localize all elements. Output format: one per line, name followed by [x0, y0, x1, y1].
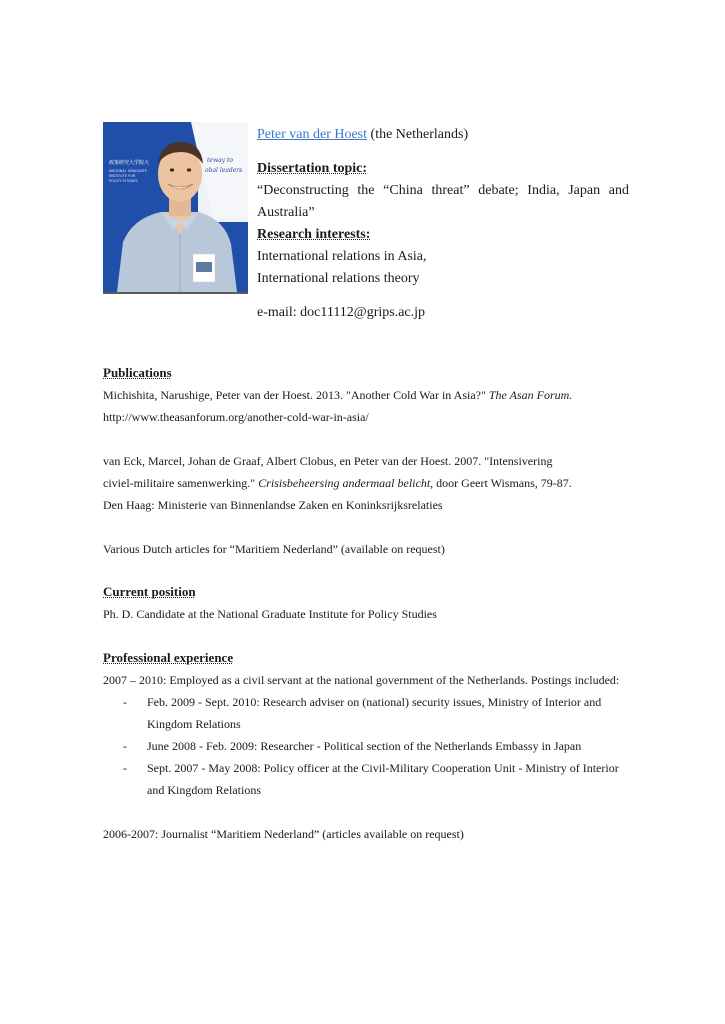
svg-text:obal leaders: obal leaders [205, 167, 243, 174]
experience-list [103, 691, 628, 801]
list-item [103, 735, 628, 757]
name-link[interactable]: Peter van der Hoest [257, 127, 368, 142]
profile-photo [103, 122, 248, 294]
experience-section [103, 647, 628, 845]
list-item [103, 691, 628, 735]
experience-intro: 2007 – 2010: Employed as a civil servant at the national government of the Netherlands. Postings included: [103, 673, 620, 687]
svg-text:INSTITUTE FOR: INSTITUTE FOR [109, 174, 136, 178]
svg-text:NATIONAL GRADUATE: NATIONAL GRADUATE [109, 169, 147, 173]
publication-entry-3: Various Dutch articles for “Maritiem Nederland” (available on request) [103, 542, 445, 556]
profile-info [257, 124, 629, 324]
publication-citation: , door Geert Wismans, 79-87. [430, 476, 572, 490]
publication-url[interactable]: http://www.theasanforum.org/another-cold-war-in-asia/ [103, 410, 369, 424]
research-item: International relations in Asia, [257, 249, 427, 264]
publications-title: Publications [103, 365, 172, 380]
publications-section [103, 362, 628, 560]
publication-entry-1 [103, 384, 628, 406]
experience-item-text: Feb. 2009 - Sept. 2010: Research adviser on (national) security issues, Ministry of Interior and Kingdom Relations [147, 695, 602, 731]
email-text[interactable]: e-mail: doc11112@grips.ac.jp [257, 305, 426, 320]
publication-entry-2-line-2 [103, 472, 628, 494]
bullet-dash: - [123, 739, 127, 753]
publication-citation: Michishita, Narushige, Peter van der Hoest. 2013. "Another Cold War in Asia?" [103, 388, 486, 402]
publication-book-title: Crisisbeheersing andermaal belicht [258, 476, 431, 490]
journalist-text: 2006-2007: Journalist “Maritiem Nederland” (articles available on request) [103, 827, 464, 841]
svg-text:teway to: teway to [207, 157, 233, 164]
research-item: International relations theory [257, 271, 420, 286]
publication-citation: civiel-militaire samenwerking." [103, 476, 256, 490]
research-label: Research interests: [257, 227, 371, 242]
current-position-text: Ph. D. Candidate at the National Graduate Institute for Policy Studies [103, 607, 437, 621]
publication-entry-2-line-3: Den Haag: Ministerie van Binnenlandse Zaken en Koninksrijksrelaties [103, 498, 443, 512]
dissertation-text: “Deconstructing the “China threat” debate; India, Japan and Australia” [257, 183, 629, 220]
experience-title: Professional experience [103, 650, 234, 665]
name-line [257, 124, 629, 146]
bullet-dash: - [123, 761, 127, 775]
portrait-image [103, 122, 248, 292]
bullet-dash: - [123, 695, 127, 709]
experience-item-text: Sept. 2007 - May 2008: Policy officer at the Civil-Military Cooperation Unit - Ministry of Interior and Kingdom Relations [147, 761, 619, 797]
publication-entry-2-line-1: van Eck, Marcel, Johan de Graaf, Albert Clobus, en Peter van der Hoest. 2007. "Intensivering [103, 454, 553, 468]
list-item [103, 757, 628, 801]
svg-text:政策研究大学院大: 政策研究大学院大 [109, 160, 150, 166]
dissertation-label: Dissertation topic: [257, 161, 368, 176]
current-position-title: Current position [103, 584, 196, 599]
country-text: (the Netherlands) [370, 127, 469, 142]
publication-journal: The Asan Forum. [488, 388, 573, 402]
experience-item-text: June 2008 - Feb. 2009: Researcher - Political section of the Netherlands Embassy in Japan [147, 739, 582, 753]
current-position-section [103, 581, 628, 625]
svg-text:POLICY STUDIES: POLICY STUDIES [109, 179, 138, 183]
